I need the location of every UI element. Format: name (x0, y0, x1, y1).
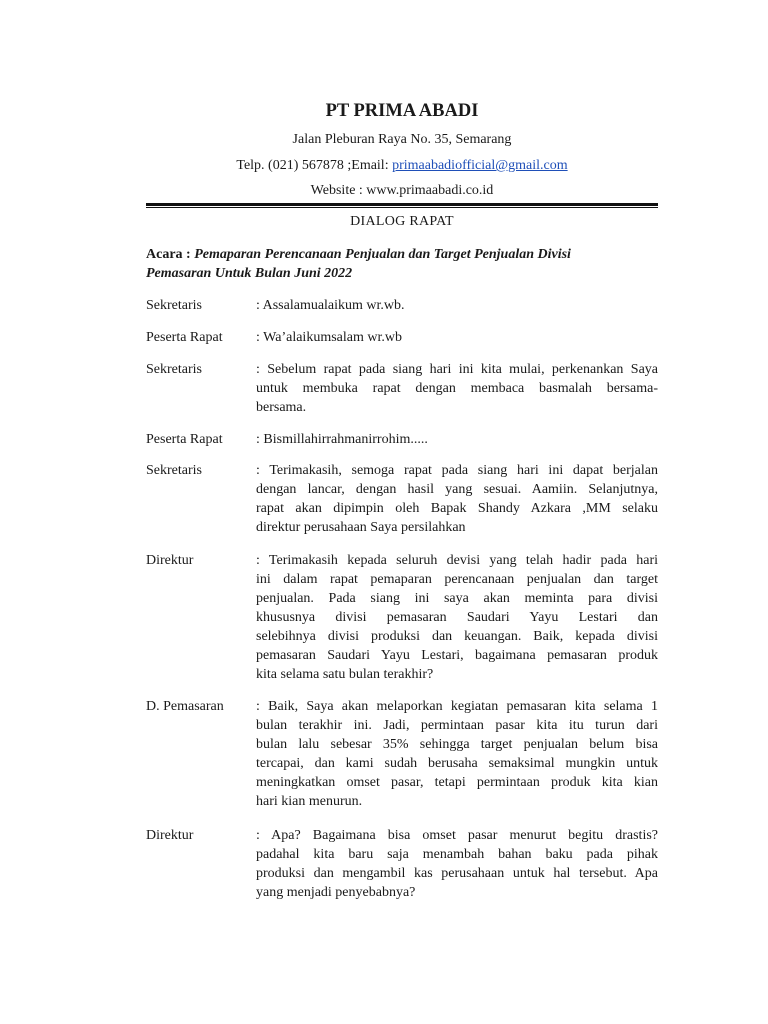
dialog-text-line: : Terimakasih, semoga rapat pada siang hari ini dapat berjalan (256, 463, 658, 478)
company-address: Jalan Pleburan Raya No. 35, Semarang (292, 132, 512, 147)
dialog-text-line: untuk membuka rapat dengan membaca basmalah bersama- (256, 381, 658, 396)
dialog-text-line: bulan lalu sebesar 35% sehingga target penjualan belum bisa (256, 737, 658, 752)
speaker-name: Peserta Rapat (146, 330, 223, 345)
speaker-name: Sekretaris (146, 298, 202, 313)
dialog-text-line: dengan lancar, dengan hasil yang sesuai. Aamiin. Selanjutnya, (256, 482, 658, 497)
email-link[interactable]: primaabadiofficial@gmail.com (392, 158, 568, 173)
dialog-text-line: : Assalamualaikum wr.wb. (256, 298, 405, 313)
dialog-text-line: produksi dan mengambil kas perusahaan untuk hal tersebut. Apa (256, 866, 658, 881)
company-name: PT PRIMA ABADI (325, 101, 479, 121)
document-title: DIALOG RAPAT (350, 214, 454, 229)
speaker-name: Peserta Rapat (146, 432, 223, 447)
dialog-text-line: penjualan. Pada siang ini saya akan meminta para divisi (256, 591, 658, 606)
dialog-text-line: pemasaran Saudari Yayu Lestari, bagaimana pemasaran produk (256, 648, 658, 663)
dialog-text-line: ini dalam rapat pemaparan perencanaan penjualan dan target (256, 572, 658, 587)
company-website: Website : www.primaabadi.co.id (310, 183, 494, 198)
dialog-text-line: : Apa? Bagaimana bisa omset pasar menurut begitu drastis? (256, 828, 658, 843)
dialog-text-line: kita selama satu bulan terakhir? (256, 667, 434, 682)
speaker-name: Direktur (146, 828, 194, 843)
dialog-text-line: meningkatkan omset pasar, tetapi permintaan produk kita kian (256, 775, 658, 790)
agenda-title-1: Pemaparan Perencanaan Penjualan dan Target Penjualan Divisi (194, 247, 571, 262)
agenda-label: Acara : (146, 247, 195, 262)
letterhead-divider (146, 203, 658, 208)
dialog-text-line: bersama. (256, 400, 307, 415)
speaker-name: D. Pemasaran (146, 699, 224, 714)
speaker-name: Sekretaris (146, 362, 202, 377)
agenda-title-2: Pemasaran Untuk Bulan Juni 2022 (146, 266, 353, 281)
dialog-text-line: padahal kita baru saja menambah bahan baku pada pihak (256, 847, 658, 862)
dialog-text-line: bulan terakhir ini. Jadi, permintaan pasar kita itu turun dari (256, 718, 658, 733)
dialog-text-line: tercapai, dan kami sudah berusaha semaksimal mungkin untuk (256, 756, 658, 771)
dialog-text-line: hari kian menurun. (256, 794, 363, 809)
dialog-text-line: : Sebelum rapat pada siang hari ini kita mulai, perkenankan Saya (256, 362, 658, 377)
dialog-text-line: : Terimakasih kepada seluruh devisi yang telah hadir pada hari (256, 553, 658, 568)
dialog-text-line: selebihnya divisi produksi dan keuangan. Baik, kepada divisi (256, 629, 658, 644)
dialog-text-line: : Bismillahirrahmanirrohim..... (256, 432, 428, 447)
dialog-text-line: : Baik, Saya akan melaporkan kegiatan pemasaran kita selama 1 (256, 699, 658, 714)
phone-text: Telp. (021) 567878 ;Email: (236, 158, 393, 173)
dialog-text-line: rapat akan dipimpin oleh Bapak Shandy Azkara ,MM selaku (256, 501, 658, 516)
speaker-name: Sekretaris (146, 463, 202, 478)
speaker-name: Direktur (146, 553, 194, 568)
dialog-text-line: : Wa’alaikumsalam wr.wb (256, 330, 402, 345)
dialog-text-line: khususnya divisi pemasaran Saudari Yayu Lestari dan (256, 610, 658, 625)
agenda-heading (146, 245, 658, 283)
dialog-text-line: direktur perusahaan Saya persilahkan (256, 520, 466, 535)
dialog-text-line: yang menjadi penyebabnya? (256, 885, 416, 900)
agenda-line-1 (146, 245, 658, 264)
company-contact (146, 158, 658, 174)
